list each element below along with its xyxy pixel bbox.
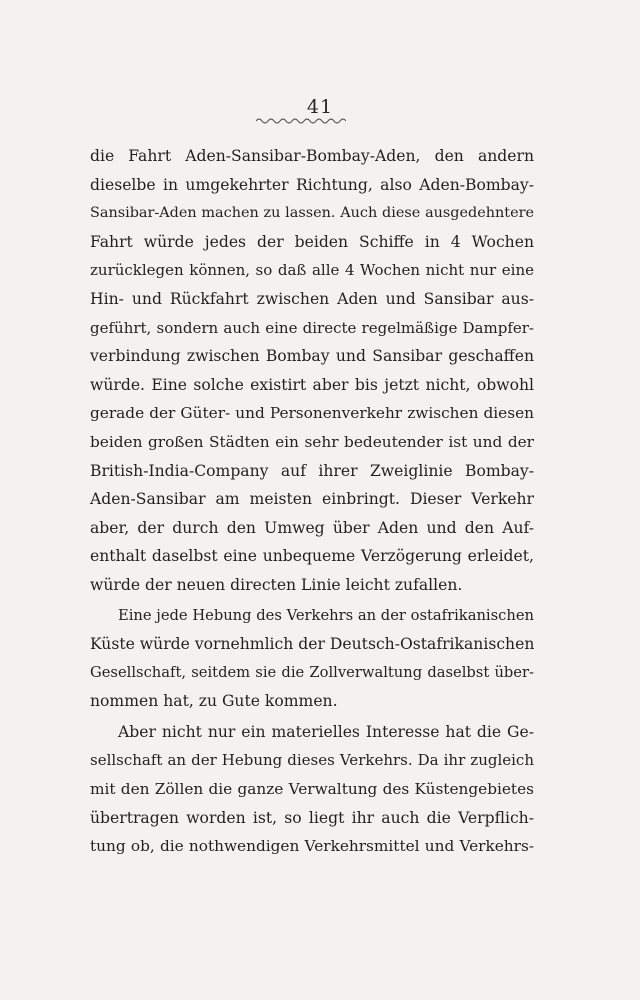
text-line: Gesellschaft, seitdem sie die Zollverwaltung daselbst über- — [90, 663, 534, 681]
text-line: mit den Zöllen die ganze Verwaltung des Küstengebietes — [90, 780, 534, 799]
text-line: gerade der Güter- und Personenverkehr zwischen diesen — [90, 404, 534, 423]
text-line: Fahrt würde jedes der beiden Schiffe in 4 Wochen — [90, 232, 534, 251]
text-line: Eine jede Hebung des Verkehrs an der ostafrikanischen — [118, 606, 534, 624]
text-line: dieselbe in umgekehrter Richtung, also Aden-Bombay- — [90, 175, 534, 194]
body-text — [90, 142, 534, 861]
text-line: sellschaft an der Hebung dieses Verkehrs. Da ihr zugleich — [90, 751, 534, 770]
text-line: nommen hat, zu Gute kommen. — [90, 692, 338, 711]
text-line: Hin- und Rückfahrt zwischen Aden und Sansibar aus- — [90, 289, 534, 308]
text-line: Küste würde vornehmlich der Deutsch-Ostafrikanischen — [90, 635, 535, 654]
text-line: übertragen worden ist, so liegt ihr auch die Verpflich- — [90, 808, 534, 827]
text-line: verbindung zwischen Bombay und Sansibar geschaffen — [90, 347, 534, 366]
text-line: Sansibar-Aden machen zu lassen. Auch diese ausgedehntere — [90, 205, 534, 222]
page-number: 41 — [306, 96, 334, 118]
text-line: würde der neuen directen Linie leicht zufallen. — [90, 575, 463, 594]
text-line: tung ob, die nothwendigen Verkehrsmittel und Verkehrs- — [90, 837, 534, 856]
text-line: zurücklegen können, so daß alle 4 Wochen nicht nur eine — [90, 261, 534, 280]
text-line: aber, der durch den Umweg über Aden und den Auf- — [90, 518, 534, 537]
text-line: British-India-Company auf ihrer Zweiglinie Bombay- — [90, 461, 534, 480]
text-line: beiden großen Städten ein sehr bedeutender ist und der — [90, 432, 534, 451]
text-line: geführt, sondern auch eine directe regelmäßige Dampfer- — [90, 318, 534, 337]
text-line: würde. Eine solche existirt aber bis jetzt nicht, obwohl — [90, 375, 534, 394]
text-line: die Fahrt Aden-Sansibar-Bombay-Aden, den andern — [90, 147, 534, 165]
text-line: enthalt daselbst eine unbequeme Verzögerung erleidet, — [90, 547, 534, 566]
text-line: Aber nicht nur ein materielles Interesse hat die Ge- — [118, 722, 534, 741]
text-line: Aden-Sansibar am meisten einbringt. Dieser Verkehr — [90, 490, 534, 509]
wavy-rule-ornament — [256, 117, 346, 125]
